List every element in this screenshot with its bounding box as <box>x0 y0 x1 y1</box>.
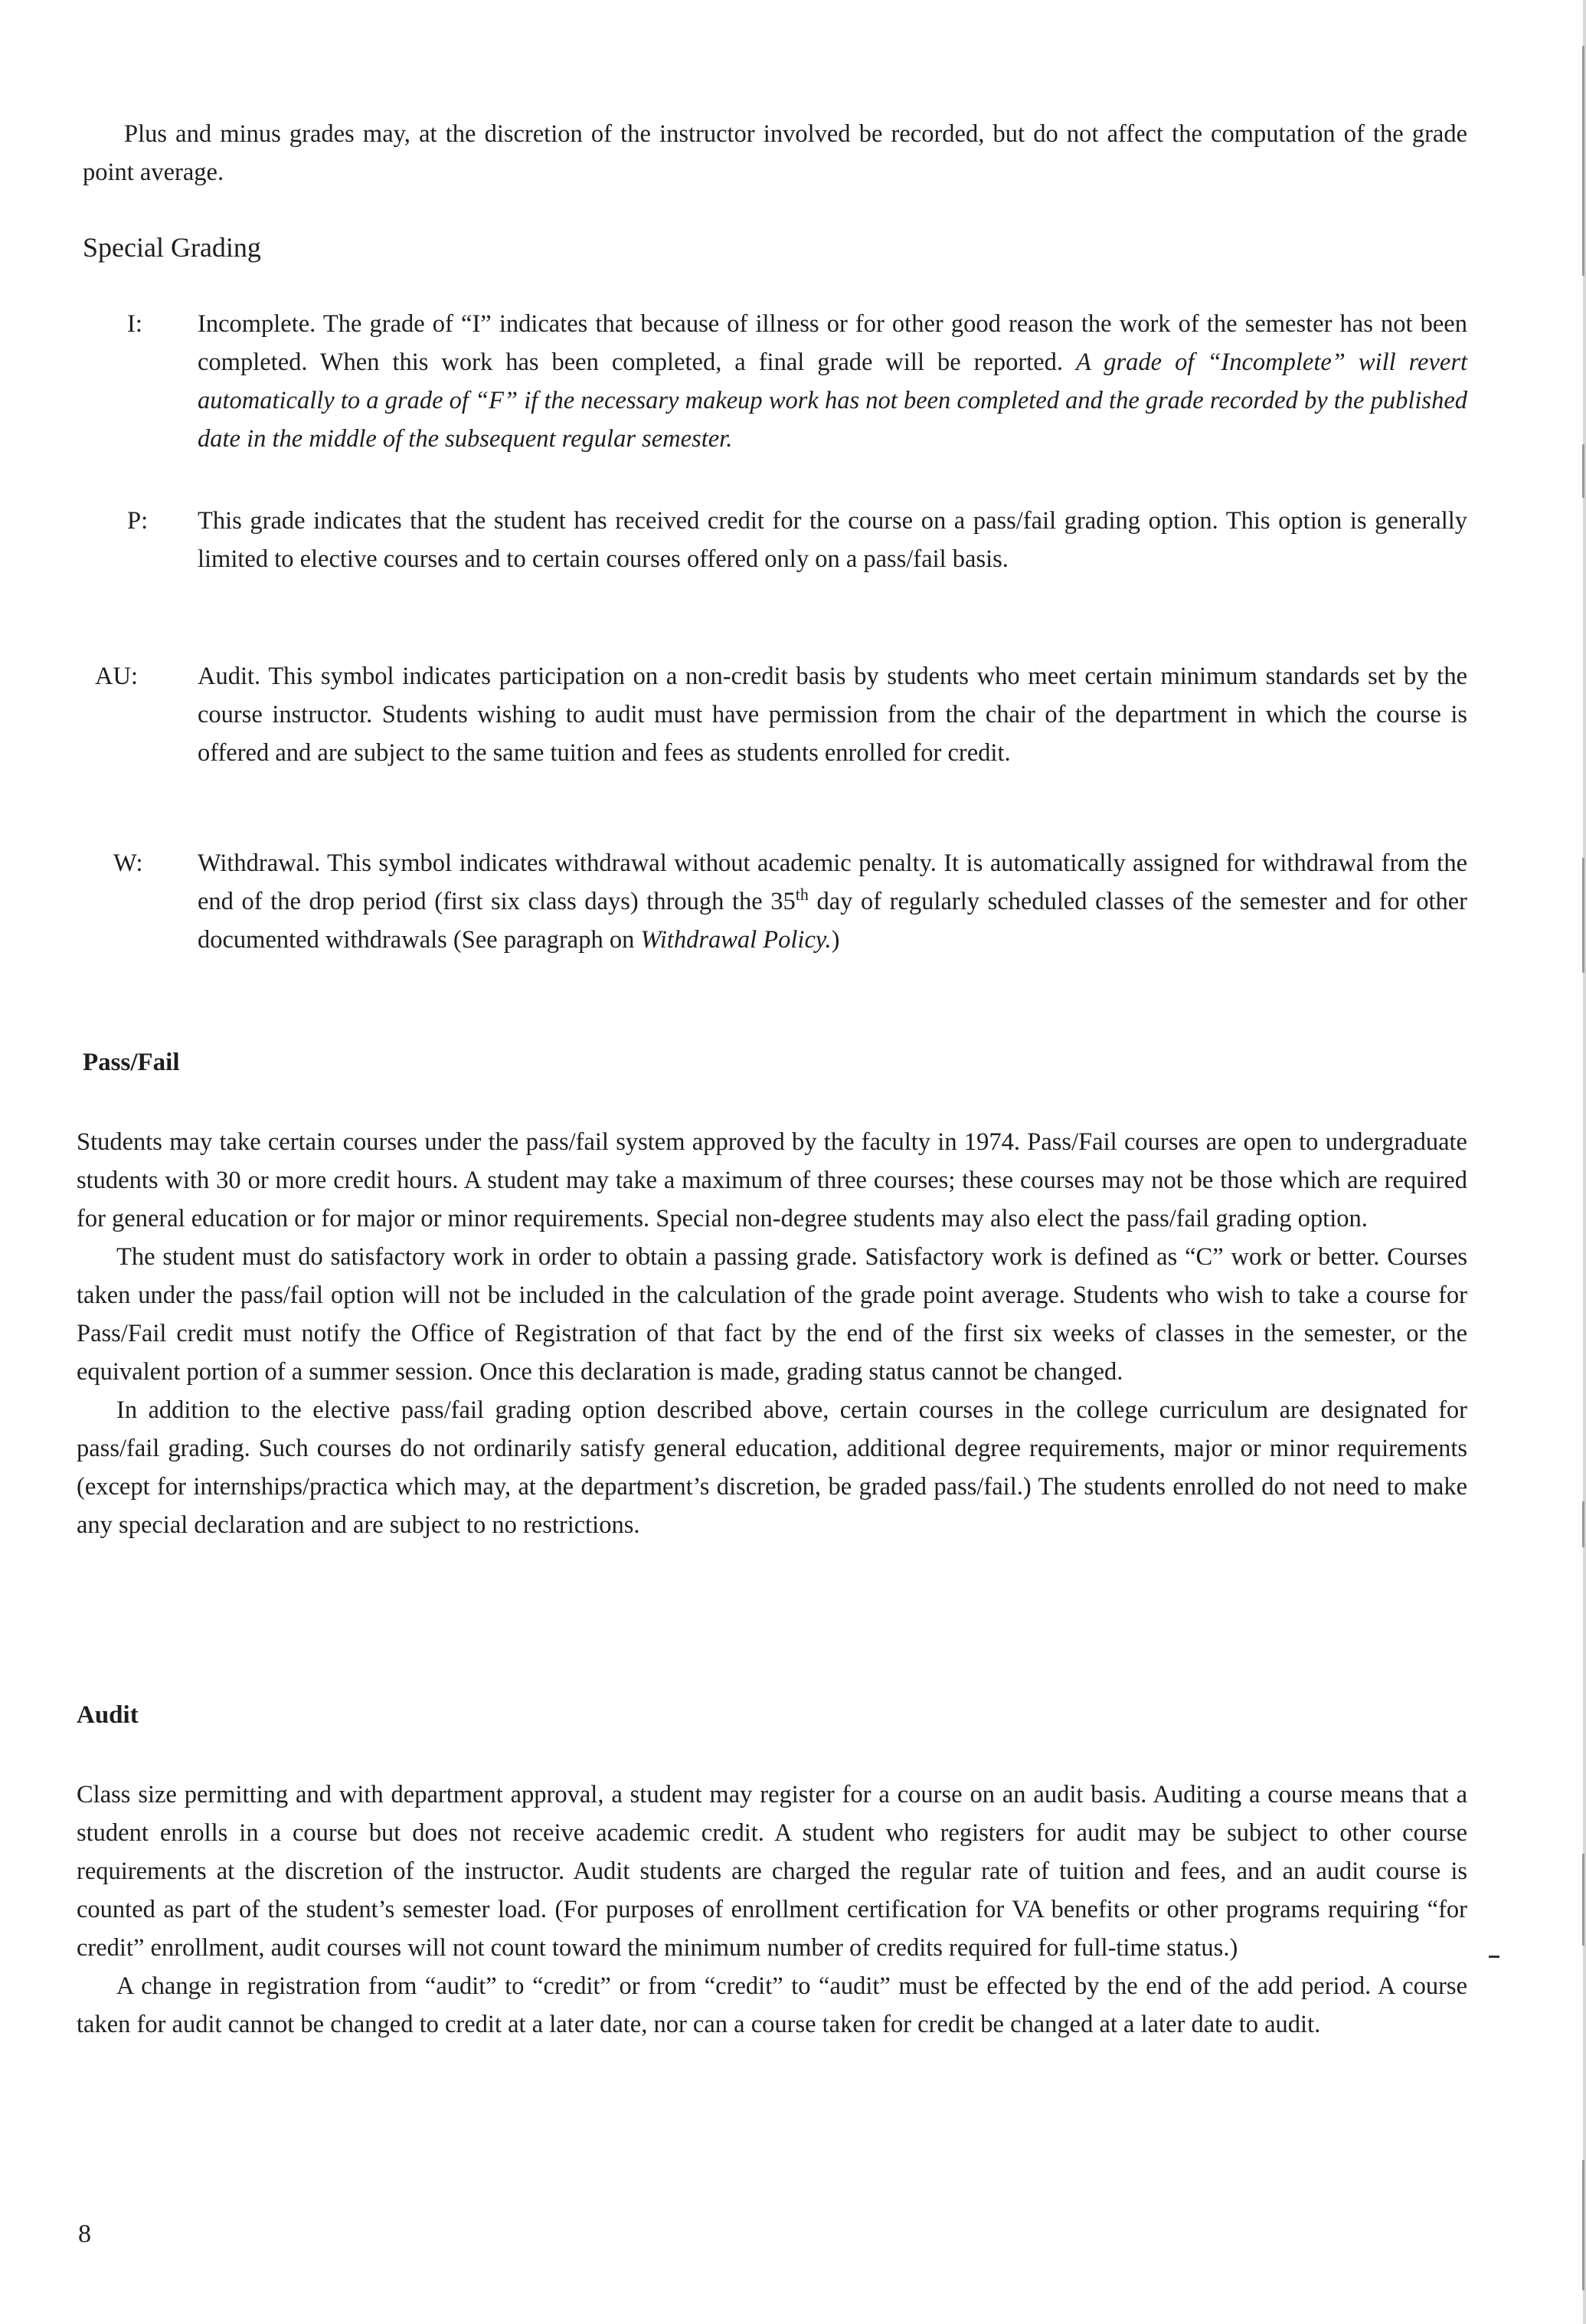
grade-term: P: <box>127 507 149 535</box>
page-edge-mark <box>1582 1854 1584 1946</box>
audit-paragraph: A change in registration from “audit” to “credit” or from “credit” to “audit” must be effected by the end of the add period. A course taken for audit cannot be changed to credit at a later date, nor can a course taken for credit be changed at a later date to audit. <box>77 1972 1467 2038</box>
grade-item-audit <box>83 657 1467 772</box>
incomplete-note: A grade of “Incomplete” will revert automatically to a grade of “F” if the necessary makeup work has not been completed and the grade recorded by the published date in the middle of the subsequent regular semester. <box>198 349 1468 453</box>
pass-fail-heading: Pass/Fail <box>83 1049 180 1076</box>
page-edge-mark <box>1582 858 1584 973</box>
pass-fail-paragraph: Students may take certain courses under the pass/fail system approved by the faculty in 1974. Pass/Fail courses are open to undergraduate students with 30 or more credit hours. A student may take a maximum of three courses; these courses may not be those which are required for general education or for major or minor requirements. Special non-degree students may also elect the pass/fail grading option. <box>77 1128 1467 1232</box>
margin-dash <box>1489 1956 1499 1958</box>
grade-description: Incomplete. The grade of “I” indicates that because of illness or for other good reason the work of the semester has not been completed. When this work has been completed, a final grade will be reported. <box>198 310 1467 376</box>
grade-term: W: <box>113 849 143 877</box>
grade-definition <box>198 305 1467 458</box>
grade-item-withdrawal <box>83 844 1467 959</box>
pass-fail-paragraph: In addition to the elective pass/fail grading option described above, certain courses in the college curriculum are designated for pass/fail grading. Such courses do not ordinarily satisfy general education, additional degree requirements, major or minor requirements (except for internships/practica which may, at the department’s discretion, be graded pass/fail.) The students enrolled do not need to make any special declaration and are subject to no restrictions. <box>77 1396 1467 1539</box>
intro-paragraph: Plus and minus grades may, at the discretion of the instructor involved be recorded, but do not affect the computation of the grade point average. <box>83 120 1467 186</box>
page-edge-mark <box>1582 46 1584 276</box>
page-edge-mark <box>1582 2160 1584 2290</box>
grade-item-incomplete <box>83 305 1467 458</box>
closing-paren: ) <box>831 926 840 954</box>
withdrawal-text-continued: day of regularly scheduled classes of the semester and for other documented withdrawals (See paragraph on <box>198 888 1467 954</box>
pass-fail-section <box>77 1123 1467 1544</box>
audit-section <box>77 1776 1467 2044</box>
grade-definition <box>198 844 1467 959</box>
audit-heading: Audit <box>77 1701 139 1729</box>
page-edge-mark <box>1582 1501 1584 1547</box>
page-number: 8 <box>78 2220 91 2248</box>
page-edge-mark <box>1582 444 1584 498</box>
withdrawal-text: Withdrawal. This symbol indicates withdrawal without academic penalty. It is automatically assigned for withdrawal from the end of the drop period (first six class days) through the 35 <box>198 849 1467 915</box>
ordinal-suffix: th <box>795 885 809 905</box>
withdrawal-policy-reference: Withdrawal Policy. <box>640 926 832 954</box>
grade-definition: This grade indicates that the student has received credit for the course on a pass/fail grading option. This option is generally limited to elective courses and to certain courses offered only on a pass/fail basis. <box>198 507 1467 573</box>
page-edge <box>1583 0 1586 2324</box>
special-grading-heading: Special Grading <box>83 232 261 263</box>
grade-term: I: <box>127 310 142 338</box>
grade-term: AU: <box>95 663 138 690</box>
grade-item-pass <box>83 502 1467 578</box>
pass-fail-paragraph: The student must do satisfactory work in order to obtain a passing grade. Satisfactory work is defined as “C” work or better. Courses taken under the pass/fail option will not be included in the calculation of the grade point average. Students who wish to take a course for Pass/Fail credit must notify the Office of Registration of that fact by the end of the first six weeks of classes in the semester, or the equivalent portion of a summer session. Once this declaration is made, grading status cannot be changed. <box>77 1243 1467 1386</box>
grade-definition: Audit. This symbol indicates participation on a non-credit basis by students who meet certain minimum standards set by the course instructor. Students wishing to audit must have permission from the chair of the department in which the course is offered and are subject to the same tuition and fees as students enrolled for credit. <box>198 663 1467 767</box>
audit-paragraph: Class size permitting and with department approval, a student may register for a course on an audit basis. Auditing a course means that a student enrolls in a course but does not receive academic credit. A student who registers for audit may be subject to other course requirements at the discretion of the instructor. Audit students are charged the regular rate of tuition and fees, and an audit course is counted as part of the student’s semester load. (For purposes of enrollment certification for VA benefits or other programs requiring “for credit” enrollment, audit courses will not count toward the minimum number of credits required for full-time status.) <box>77 1781 1467 1962</box>
